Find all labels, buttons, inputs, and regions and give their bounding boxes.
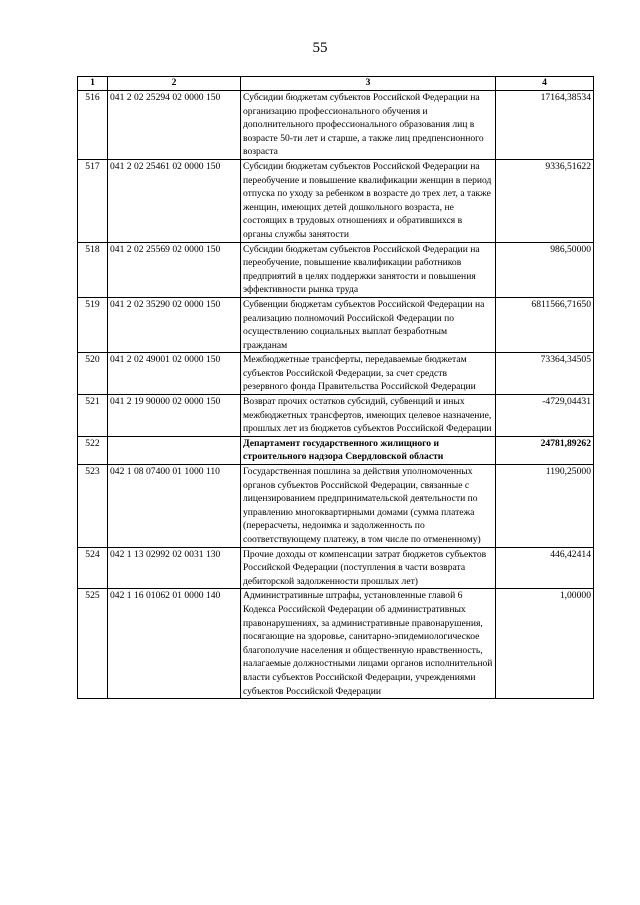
table-body bbox=[78, 91, 594, 699]
amount-cell: 9336,51622 bbox=[496, 159, 594, 242]
row-number-cell: 522 bbox=[78, 436, 108, 464]
row-number-cell: 523 bbox=[78, 465, 108, 548]
description-cell: Субсидии бюджетам субъектов Российской Федерации на переобучение и повышение квалификации женщин в период отпуска по уходу за ребенком в возрасте до трех лет, а также женщин, имеющих детей дошкольного возраста, не состоящих в трудовых отношениях и обратившихся в органы службы занятости bbox=[241, 159, 496, 242]
table-row bbox=[78, 242, 594, 297]
table-row bbox=[78, 91, 594, 160]
budget-code-cell: 041 2 19 90000 02 0000 150 bbox=[108, 395, 241, 437]
description-cell: Возврат прочих остатков субсидий, субвенций и иных межбюджетных трансфертов, имеющих целевое назначение, прошлых лет из бюджетов субъектов Российской Федерации bbox=[241, 395, 496, 437]
page-number: 55 bbox=[312, 40, 328, 56]
budget-code-cell: 041 2 02 25294 02 0000 150 bbox=[108, 91, 241, 160]
description-cell: Межбюджетные трансферты, передаваемые бюджетам субъектов Российской Федерации, за счет средств резервного фонда Правительства Российской Федерации bbox=[241, 353, 496, 395]
header-col-3: 3 bbox=[241, 77, 496, 91]
amount-cell: 446,42414 bbox=[496, 547, 594, 589]
table-row bbox=[78, 353, 594, 395]
row-number-cell: 521 bbox=[78, 395, 108, 437]
row-number-cell: 525 bbox=[78, 589, 108, 699]
description-cell: Субвенции бюджетам субъектов Российской Федерации на реализацию полномочий Российской Федерации по осуществлению социальных выплат безработным гражданам bbox=[241, 297, 496, 352]
description-cell: Субсидии бюджетам субъектов Российской Федерации на переобучение, повышение квалификации работников предприятий в целях поддержки занятости и повышения эффективности рынка труда bbox=[241, 242, 496, 297]
description-cell: Департамент государственного жилищного и строительного надзора Свердловской области bbox=[241, 436, 496, 464]
budget-code-cell bbox=[108, 436, 241, 464]
budget-code-cell: 041 2 02 25569 02 0000 150 bbox=[108, 242, 241, 297]
header-col-1: 1 bbox=[78, 77, 108, 91]
description-cell: Административные штрафы, установленные главой 6 Кодекса Российской Федерации об административных правонарушениях, за административные правонарушения, посягающие на здоровье, санитарно-эпидемиологическое благополучие населения и общественную нравственность, налагаемые должностными лицами органов исполнительной власти субъектов Российской Федерации, учреждениями субъектов Российской Федерации bbox=[241, 589, 496, 699]
budget-code-cell: 042 1 08 07400 01 1000 110 bbox=[108, 465, 241, 548]
amount-cell: 6811566,71650 bbox=[496, 297, 594, 352]
table-row bbox=[78, 547, 594, 589]
amount-cell: 1,00000 bbox=[496, 589, 594, 699]
header-col-4: 4 bbox=[496, 77, 594, 91]
budget-revenue-table bbox=[77, 76, 594, 699]
table-row bbox=[78, 159, 594, 242]
amount-cell: 986,50000 bbox=[496, 242, 594, 297]
row-number-cell: 519 bbox=[78, 297, 108, 352]
amount-cell: 73364,34505 bbox=[496, 353, 594, 395]
budget-code-cell: 041 2 02 25461 02 0000 150 bbox=[108, 159, 241, 242]
table-row bbox=[78, 465, 594, 548]
budget-code-cell: 042 1 13 02992 02 0031 130 bbox=[108, 547, 241, 589]
header-col-2: 2 bbox=[108, 77, 241, 91]
amount-cell: 1190,25000 bbox=[496, 465, 594, 548]
table-row bbox=[78, 395, 594, 437]
description-cell: Государственная пошлина за действия уполномоченных органов субъектов Российской Федерации, связанные с лицензированием предпринимательской деятельности по управлению многоквартирными домами (сумма платежа (перерасчеты, недоимка и задолженность по соответствующему платежу, в том числе по отмененному) bbox=[241, 465, 496, 548]
row-number-cell: 516 bbox=[78, 91, 108, 160]
table-row bbox=[78, 589, 594, 699]
table-row bbox=[78, 436, 594, 464]
row-number-cell: 518 bbox=[78, 242, 108, 297]
description-cell: Субсидии бюджетам субъектов Российской Федерации на организацию профессионального обучения и дополнительного профессионального образования лиц в возрасте 50-ти лет и старше, а также лиц предпенсионного возраста bbox=[241, 91, 496, 160]
amount-cell: 17164,38534 bbox=[496, 91, 594, 160]
budget-code-cell: 041 2 02 49001 02 0000 150 bbox=[108, 353, 241, 395]
row-number-cell: 520 bbox=[78, 353, 108, 395]
row-number-cell: 517 bbox=[78, 159, 108, 242]
description-cell: Прочие доходы от компенсации затрат бюджетов субъектов Российской Федерации (поступления в части возврата дебиторской задолженности прошлых лет) bbox=[241, 547, 496, 589]
amount-cell: -4729,04431 bbox=[496, 395, 594, 437]
row-number-cell: 524 bbox=[78, 547, 108, 589]
table-header-row bbox=[78, 77, 594, 91]
amount-cell: 24781,89262 bbox=[496, 436, 594, 464]
table-row bbox=[78, 297, 594, 352]
budget-code-cell: 041 2 02 35290 02 0000 150 bbox=[108, 297, 241, 352]
budget-code-cell: 042 1 16 01062 01 0000 140 bbox=[108, 589, 241, 699]
